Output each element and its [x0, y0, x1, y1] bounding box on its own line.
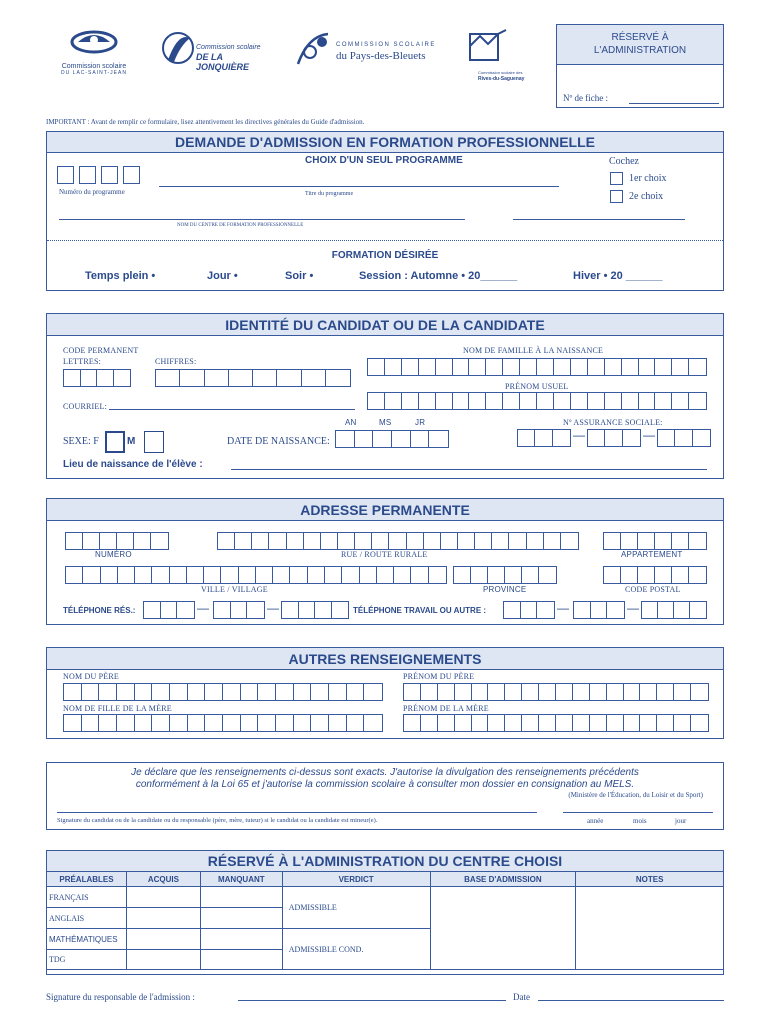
email-field[interactable]	[109, 398, 355, 410]
section3-title: ADRESSE PERMANENTE	[47, 499, 723, 521]
nom-pere-label: NOM DU PÈRE	[63, 672, 119, 681]
session-hiver[interactable]: Hiver • 20 ______	[573, 270, 663, 282]
logo-pays-des-bleuets	[292, 28, 442, 72]
other-info-section	[46, 647, 724, 739]
apartment-boxes[interactable]	[603, 532, 707, 550]
manquant-cell[interactable]	[200, 950, 282, 970]
fiche-label: Nº de fiche :	[563, 93, 609, 103]
rue-label: RUE / ROUTE RURALE	[341, 550, 428, 559]
jour-option[interactable]: Jour •	[207, 270, 238, 282]
sex-male-box[interactable]	[144, 431, 164, 453]
logo-jonquiere	[160, 30, 270, 70]
lac-saint-jean-emblem-icon	[48, 28, 140, 58]
province-boxes[interactable]	[453, 566, 557, 584]
fiche-number-field[interactable]	[629, 93, 719, 104]
declaration-date-line[interactable]	[563, 801, 713, 813]
lettres-label: LETTRES:	[63, 357, 102, 366]
acquis-cell[interactable]	[126, 950, 200, 970]
row-tdg: TDG	[47, 950, 127, 970]
verdict-admissible[interactable]: ADMISSIBLE	[282, 887, 430, 929]
bleuets-emblem-icon	[292, 28, 334, 72]
soir-option[interactable]: Soir •	[285, 270, 314, 282]
header-notes: NOTES	[576, 872, 724, 887]
ministere-note: (Ministère de l'Éducation, du Loisir et du Sport)	[568, 791, 703, 799]
jonquiere-emblem-icon	[160, 30, 194, 70]
code-postal-label: CODE POSTAL	[625, 585, 681, 594]
cochez-label: Cochez	[609, 156, 639, 167]
second-choice-checkbox[interactable]	[610, 190, 623, 203]
row-mathematiques: MATHÉMATIQUES	[47, 929, 127, 950]
section2-title: IDENTITÉ DU CANDIDAT OU DE LA CANDIDATE	[47, 314, 723, 336]
father-last-name-boxes[interactable]	[63, 683, 383, 701]
admin-box-title: RÉSERVÉ À L'ADMINISTRATION	[557, 25, 723, 65]
program-number-boxes	[57, 166, 140, 184]
second-choice-label: 2e choix	[629, 191, 664, 202]
code-permanent-label: CODE PERMANENT	[63, 346, 139, 355]
center-admin-section	[46, 850, 724, 975]
signature-line[interactable]	[57, 801, 537, 813]
training-center-extra-field[interactable]	[513, 206, 685, 220]
header-verdict: VERDICT	[282, 872, 430, 887]
phone-dash: —	[627, 601, 639, 615]
lieu-naissance-label: Lieu de naissance de l'élève :	[63, 459, 203, 470]
tel-res-label: TÉLÉPHONE RÉS.:	[63, 606, 136, 615]
address-section	[46, 498, 724, 625]
father-first-name-boxes[interactable]	[403, 683, 709, 701]
temps-plein-option[interactable]: Temps plein •	[85, 270, 156, 282]
date-naissance-label: DATE DE NAISSANCE:	[227, 436, 330, 447]
code-permanent-digits[interactable]	[155, 369, 351, 387]
dotted-divider	[47, 240, 723, 241]
declaration-line2: conformément à la Loi 65 et j'autorise la commission scolaire à consulter mon dossier en consignation au MELS.	[135, 779, 635, 790]
logo-lac-saint-jean-name: Commission scolaire	[61, 63, 127, 70]
section1-title: DEMANDE D'ADMISSION EN FORMATION PROFESSIONNELLE	[47, 132, 723, 153]
row-anglais: ANGLAIS	[47, 908, 127, 929]
manquant-cell[interactable]	[200, 887, 282, 908]
tel-travail-label: TÉLÉPHONE TRAVAIL OU AUTRE :	[353, 606, 487, 615]
identity-section	[46, 313, 724, 479]
manquant-cell[interactable]	[200, 908, 282, 929]
sex-female-box[interactable]	[105, 431, 125, 453]
prenom-usuel-label: PRÉNOM USUEL	[505, 382, 569, 391]
titre-programme-label: Titre du programme	[305, 191, 354, 197]
first-name-boxes[interactable]	[367, 392, 707, 410]
ms-label: MS	[379, 418, 392, 427]
street-number-boxes[interactable]	[65, 532, 169, 550]
logo-lac-saint-jean-sub: DU LAC-SAINT-JEAN	[61, 70, 127, 76]
acquis-cell[interactable]	[126, 887, 200, 908]
sin-dash: —	[573, 428, 585, 442]
phone-dash: —	[267, 601, 279, 615]
choix-programme-label: CHOIX D'UN SEUL PROGRAMME	[305, 155, 463, 166]
prenom-pere-label: PRÉNOM DU PÈRE	[403, 672, 475, 681]
saguenay-emblem-icon	[468, 28, 508, 64]
nom-mere-label: NOM DE FILLE DE LA MÈRE	[63, 704, 172, 713]
admission-request-section	[46, 131, 724, 291]
manquant-cell[interactable]	[200, 929, 282, 950]
mother-last-name-boxes[interactable]	[63, 714, 383, 732]
an-label: AN	[345, 418, 357, 427]
phone-dash: —	[197, 601, 209, 615]
logo-lac-saint-jean	[48, 28, 140, 80]
declaration-line1: Je déclare que les renseignements ci-dessus sont exacts. J'autorise la divulgation des renseignements précédents	[131, 767, 639, 778]
base-admission-cell[interactable]	[430, 887, 576, 970]
nom-centre-label: NOM DU CENTRE DE FORMATION PROFESSIONNELLE	[177, 223, 304, 228]
work-phone-area[interactable]	[503, 601, 555, 619]
home-phone-prefix[interactable]	[213, 601, 265, 619]
first-choice-checkbox[interactable]	[610, 172, 623, 185]
postal-code-boxes[interactable]	[603, 566, 707, 584]
city-boxes[interactable]	[65, 566, 447, 584]
work-phone-line[interactable]	[641, 601, 707, 619]
ville-label: VILLE / VILLAGE	[201, 585, 268, 594]
header-prealables: PRÉALABLES	[47, 872, 127, 887]
logo-jonquiere-name: Commission scolaire	[196, 44, 261, 51]
acquis-cell[interactable]	[126, 908, 200, 929]
footer-date-line[interactable]	[538, 990, 724, 1001]
logo-saguenay-name: Commission scolaire des	[478, 70, 523, 75]
footer-date-label: Date	[513, 992, 530, 1002]
street-boxes[interactable]	[217, 532, 579, 550]
logo-bleuets-sub: du Pays-des-Bleuets	[336, 50, 426, 62]
mois-label: mois	[633, 817, 647, 825]
last-name-boxes[interactable]	[367, 358, 707, 376]
m-label: M	[127, 436, 136, 447]
work-phone-prefix[interactable]	[573, 601, 625, 619]
acquis-cell[interactable]	[126, 929, 200, 950]
program-number-digit[interactable]	[101, 166, 118, 184]
admission-table	[46, 871, 724, 970]
header-manquant: MANQUANT	[200, 872, 282, 887]
section4-title: AUTRES RENSEIGNEMENTS	[47, 648, 723, 670]
logo-bleuets-name: COMMISSION SCOLAIRE	[336, 42, 436, 48]
session-automne[interactable]: Session : Automne • 20______	[359, 270, 518, 282]
sin-part3[interactable]	[657, 429, 711, 447]
jr-label: JR	[415, 418, 426, 427]
chiffres-label: CHIFFRES:	[155, 357, 197, 366]
admin-reserved-box	[556, 24, 724, 108]
footer-signature-label: Signature du responsable de l'admission :	[46, 992, 195, 1002]
nom-famille-label: NOM DE FAMILLE À LA NAISSANCE	[463, 346, 604, 355]
annee-label: année	[587, 817, 604, 825]
section5-title: RÉSERVÉ À L'ADMINISTRATION DU CENTRE CHOISI	[47, 851, 723, 872]
signature-label: Signature du candidat ou de la candidate ou du responsable (père, mère, tuteur) si le candidat ou la candidate est mineur(e).	[57, 817, 378, 824]
birth-date-boxes[interactable]	[335, 430, 449, 448]
birthplace-field[interactable]	[231, 457, 707, 470]
sin-part2[interactable]	[587, 429, 641, 447]
logo-jonquiere-sub: DE LA JONQUIÈRE	[196, 52, 250, 72]
responsible-signature-line[interactable]	[238, 990, 506, 1001]
logo-rives-du-saguenay	[462, 28, 542, 84]
home-phone-area[interactable]	[143, 601, 195, 619]
program-number-digit[interactable]	[79, 166, 96, 184]
numero-programme-label: Numéro du programme	[59, 188, 125, 196]
training-center-field[interactable]	[59, 206, 465, 220]
sexe-label: SEXE: F	[63, 436, 99, 447]
nas-label: Nº ASSURANCE SOCIALE:	[563, 418, 663, 427]
jour-label: jour	[675, 817, 687, 825]
header-acquis: ACQUIS	[126, 872, 200, 887]
prenom-mere-label: PRÉNOM DE LA MÈRE	[403, 704, 489, 713]
first-choice-label: 1er choix	[629, 173, 667, 184]
important-notice: IMPORTANT : Avant de remplir ce formulaire, lisez attentivement les directives générales du Guide d'admission.	[46, 118, 365, 126]
program-number-digit[interactable]	[57, 166, 74, 184]
appartement-label: APPARTEMENT	[621, 550, 683, 559]
program-number-digit[interactable]	[123, 166, 140, 184]
sin-part1[interactable]	[517, 429, 571, 447]
row-francais: FRANÇAIS	[47, 887, 127, 908]
notes-cell[interactable]	[576, 887, 724, 970]
numero-label: NUMÉRO	[95, 550, 132, 559]
formation-desiree-label: FORMATION DÉSIRÉE	[331, 250, 439, 261]
program-title-field[interactable]	[159, 172, 559, 187]
sin-dash: —	[643, 428, 655, 442]
verdict-admissible-cond[interactable]: ADMISSIBLE COND.	[282, 929, 430, 970]
home-phone-line[interactable]	[281, 601, 349, 619]
courriel-label: COURRIEL:	[63, 402, 108, 411]
logo-saguenay-sub: Rives-du-Saguenay	[478, 76, 525, 82]
phone-dash: —	[557, 601, 569, 615]
header-base-admission: BASE D'ADMISSION	[430, 872, 576, 887]
province-label: PROVINCE	[483, 585, 527, 594]
declaration-section	[46, 762, 724, 830]
code-permanent-letters[interactable]	[63, 369, 131, 387]
mother-first-name-boxes[interactable]	[403, 714, 709, 732]
